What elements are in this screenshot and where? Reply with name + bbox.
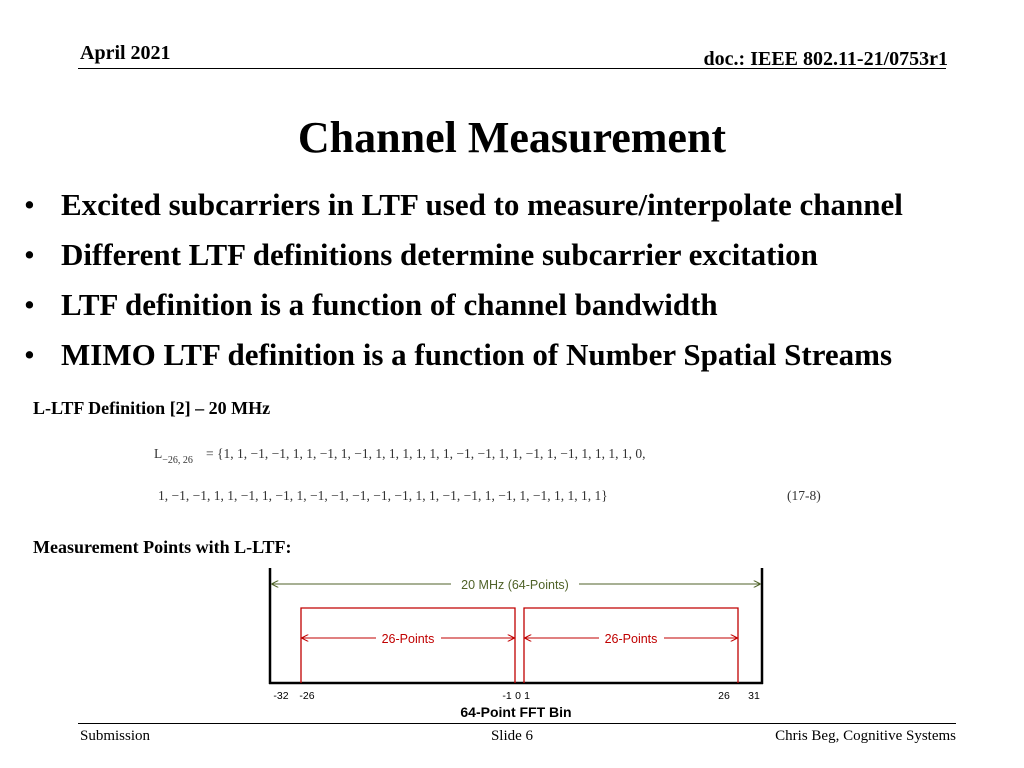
slide-title: Channel Measurement <box>297 113 727 162</box>
bullet-dot: • <box>24 337 35 372</box>
bullet-dot: • <box>24 287 35 322</box>
ltf-definition-heading: L-LTF Definition [2] – 20 MHz <box>33 398 271 418</box>
measurement-points-heading: Measurement Points with L-LTF: <box>33 537 292 557</box>
bullet-text: Different LTF definitions determine subcarrier excitation <box>61 237 818 272</box>
equation-line-1: = {1, 1, −1, −1, 1, 1, −1, 1, −1, 1, 1, 1, 1, 1, 1, −1, −1, 1, 1, −1, 1, −1, 1, 1, 1, 1, 0, <box>206 446 646 461</box>
bullet-item <box>20 230 903 280</box>
bullet-text: Excited subcarriers in LTF used to measure/interpolate channel <box>61 187 903 222</box>
equation-line-2: 1, −1, −1, 1, 1, −1, 1, −1, 1, −1, −1, −1, −1, −1, 1, 1, −1, −1, 1, −1, 1, −1, 1, 1, 1, 1} <box>158 488 608 503</box>
equation-number: (17-8) <box>787 488 821 503</box>
header-divider <box>78 68 946 69</box>
footer-slide-number: Slide 6 <box>490 728 534 744</box>
bullet-dot: • <box>24 187 35 222</box>
footer-submission: Submission <box>80 728 151 744</box>
tick-label: 26 <box>718 690 730 702</box>
tick-label: -32 <box>273 690 289 702</box>
tick-label: -1 <box>502 690 512 702</box>
axis-label: 64-Point FFT Bin <box>460 704 572 720</box>
span-label: 20 MHz (64-Points) <box>461 578 569 592</box>
bullet-dot: • <box>24 237 35 272</box>
equation-subscript: −26, 26 <box>162 455 193 466</box>
bullet-item <box>20 330 903 380</box>
bullet-text: MIMO LTF definition is a function of Number Spatial Streams <box>61 337 893 372</box>
bullet-text: LTF definition is a function of channel bandwidth <box>61 287 718 322</box>
tick-label: -26 <box>299 690 315 702</box>
tick-label: 0 <box>515 690 521 702</box>
footer-author: Chris Beg, Cognitive Systems <box>775 728 956 744</box>
header-date: April 2021 <box>80 42 171 64</box>
tick-label: 31 <box>748 690 760 702</box>
right-group-label: 26-Points <box>604 632 658 646</box>
left-group-label: 26-Points <box>381 632 435 646</box>
fft-bin-diagram <box>262 562 772 724</box>
tick-label: 1 <box>524 690 530 702</box>
equation-symbol-letter: L <box>154 446 163 461</box>
equation-symbol <box>154 446 193 466</box>
bullet-item <box>20 180 903 230</box>
header-doc-id: doc.: IEEE 802.11-21/0753r1 <box>703 48 948 70</box>
bullet-item <box>20 280 903 330</box>
bullet-list <box>20 180 903 380</box>
footer-divider <box>78 723 956 724</box>
